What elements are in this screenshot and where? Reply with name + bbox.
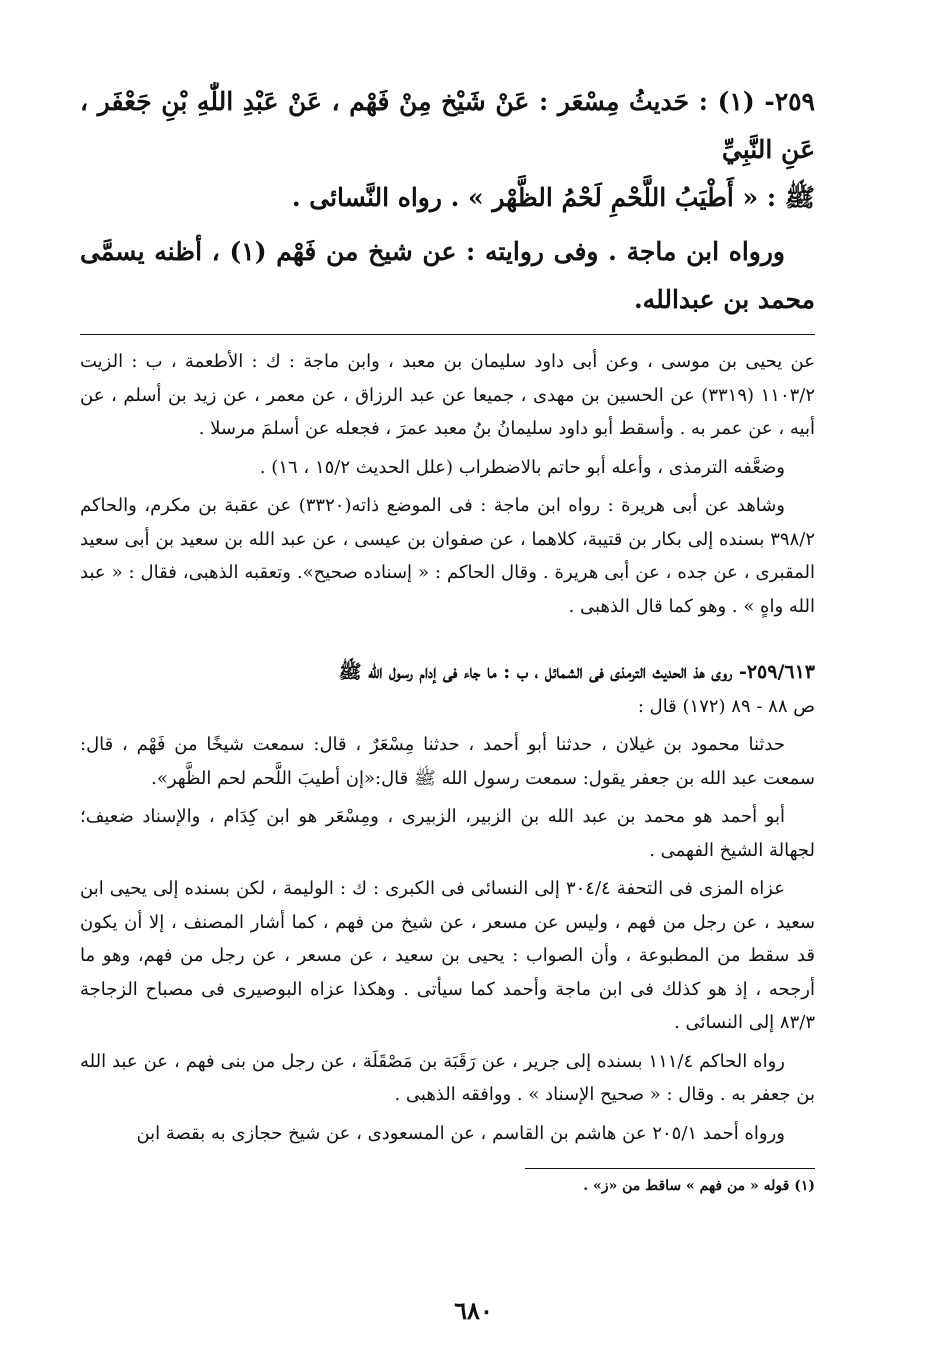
commentary-paragraph-3: وشاهد عن أبى هريرة : رواه ابن ماجة : فى الموضع ذاته(٣٣٢٠) عن عقبة بن مكرم، والحاكم ٣٩٨/٢ بسنده إلى بكار بن قتيبة، كلاهما ، عن صفوان بن عيسى ، عن عبد الله بن سعيد بن أبى سعيد المقبرى ، عن جده ، عن أبى هريرة . وقال الحاكم : « إسناده صحيح». وتعقبه الذهبى، فقال : « عبد الله واهٍ » . وهو كما قال الذهبى . [80,495,815,617]
commentary-paragraph-9: ورواه أحمد ٢٠٥/١ عن هاشم بن القاسم ، عن المسعودى ، عن شيخ حجازى به بقصة ابن [136,1122,785,1144]
footnote-divider [525,1168,815,1169]
commentary [80,345,815,1150]
commentary-paragraph-7: عزاه المزى فى التحفة ٣٠٤/٤ إلى النسائى فى الكبرى : ك : الوليمة ، لكن بسنده إلى يحيى ابن سعيد ، عن رجل من فهم ، وليس عن مسعر ، عن شيخ من فهم ، كما أشار المصنف ، إلا أن يكون قد سقط من المطبوعة ، وأن الصواب : يحيى بن سعيد ، عن مسعر ، عن رجل من فهم، وهو ما أرجحه ، إذ هو كذلك فى ابن ماجة وأحمد كما سيأتى . وهكذا عزاه البوصيرى فى مصباح الزجاجة ٨٣/٣ إلى النسائى . [80,878,815,1033]
section-divider [80,334,815,335]
hadith-line-2: ﷺ : « أَطْيَبُ اللَّحْمِ لَحْمُ الظَّهْر » . رواه النَّسائى . [291,183,815,212]
page-content [80,78,815,1367]
hadith-line-1: ٢٥٩- (١) : حَديثُ مِسْعَر : عَنْ شَيْخ مِنْ فَهْم ، عَنْ عَبْدِ اللّٰهِ بْنِ جَعْفَر ، عَنِ النَّبِيِّ [80,87,815,164]
commentary-heading-reference: ص ٨٨ - ٨٩ (١٧٢) قال : [637,695,815,717]
page-number: ٦٨٠ [454,1296,493,1325]
hadith-text [80,78,815,324]
spacer [80,628,815,656]
commentary-paragraph-2: وضعَّفه الترمذى ، وأعله أبو حاتم بالاضطراب (علل الحديث ١٥/٢ ، ١٦) . [259,456,785,478]
commentary-paragraph-5: حدثنا محمود بن غيلان ، حدثنا أبو أحمد ، حدثنا مِسْعَرٌ ، قال: سمعت شيخًا من فَهْم ، قال: سمعت عبد الله بن جعفر يقول: سمعت رسول الله ﷺ قال:«إن أطيبَ اللَّحم لحم الظَّهر». [80,734,815,789]
commentary-paragraph-8: رواه الحاكم ١١١/٤ بسنده إلى جرير ، عن رَقَبَة بن مَصْقَلَة ، عن رجل من بنى فهم ، عن عبد الله بن جعفر به . وقال : « صحيح الإسناد » . ووافقه الذهبى . [80,1050,815,1105]
commentary-heading [80,656,815,723]
commentary-paragraph-1: عن يحيى بن موسى ، وعن أبى داود سليمان بن معبد ، وابن ماجة : ك : الأطعمة ، ب : الزيت ١١٠٣/٢ (٣٣١٩) عن الحسين بن مهدى ، جميعا عن عبد الرزاق ، عن معمر ، عن زيد بن أسلم ، عن أبيه ، عن عمر به . وأسقط أبو داود سليمانُ بنُ معبد عمرَ ، فجعله عن أسلمَ مرسلا . [80,351,816,439]
hadith-paragraph-2: ورواه ابن ماجة . وفى روايته : عن شيخ من فَهْم (١) ، أظنه يسمَّى محمد بن عبدالله. [80,237,815,314]
hadith-paragraph-1 [80,78,815,222]
commentary-heading-text: ٢٥٩/٦١٣- روى هذ الحديث الترمذى فى الشمائل ، ب : ما جاء فى إدام رسول الله ﷺ [338,661,815,683]
footnote: (١) قوله « من فهم » ساقط من «ز» . [583,1178,815,1194]
commentary-paragraph-6: أبو أحمد هو محمد بن عبد الله بن الزبير، الزبيرى ، ومِسْعَر هو ابن كِدَام ، والإسناد ضعيف؛ لجهالة الشيخ الفهمى . [80,806,815,861]
